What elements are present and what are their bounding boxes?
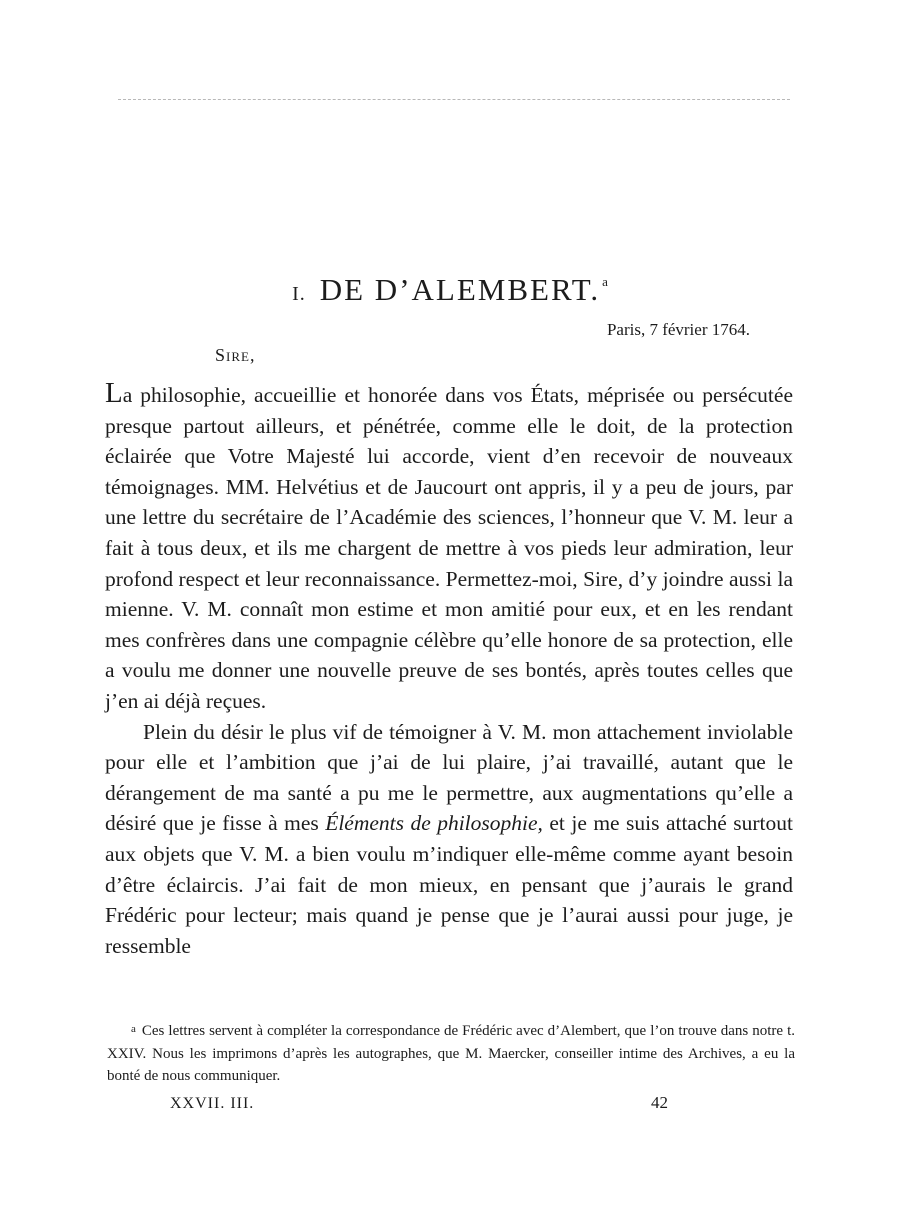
- footnote: [107, 1018, 795, 1088]
- footnote-marker: a: [131, 1023, 136, 1035]
- letter-heading: [0, 262, 900, 314]
- volume-signature: XXVII. III.: [170, 1095, 255, 1112]
- dateline: Paris, 7 février 1764.: [606, 320, 750, 339]
- paragraph-2-text-end: et je me suis attaché surtout aux objets que V. M. a bien voulu m’indiquer elle-même comme ayant besoin d’être éclaircis. J’ai fait de mon mieux, en pensant que j’aurais le grand Frédéric pour lecteur; mais quand je pense que je l’aurai aussi pour juge, je ressemble: [105, 811, 793, 958]
- paragraph-1: La philosophie, accueillie et honorée dans vos États, méprisée ou persécutée presque partout ailleurs, et pénétrée, comme elle le doit, de la protection éclairée que Votre Majesté lui accorde, vient d’en recevoir de nouveaux témoignages. MM. Helvétius et de Jaucourt ont appris, il y a peu de jours, par une lettre du secrétaire de l’Académie des sciences, l’honneur que V. M. leur a fait à tous deux, et ils me chargent de mettre à vos pieds leur admiration, leur profond respect et leur reconnaissance. Permettez-moi, Sire, d’y joindre aussi la mienne. V. M. connaît mon estime et mon amitié pour eux, et en les rendant mes confrères dans une compagnie célèbre qu’elle honore de sa protection, elle a voulu me donner une nouvelle preuve de ses bontés, après toutes celles que j’en ai déjà reçues.: [105, 377, 793, 713]
- work-title: Éléments de philosophie,: [325, 811, 543, 836]
- letter-title: DE D’ALEMBERT.: [319, 272, 601, 307]
- header-rule: [118, 99, 790, 100]
- letter-body: [105, 378, 793, 961]
- salutation: Sire,: [215, 345, 256, 365]
- paragraph-2-text-start: Plein du désir le plus vif de témoigner à V. M. mon attachement inviolable pour elle et l’ambition que j’ai de lui plaire, j’ai travaillé, autant que le dérangement de ma santé a pu me le permettre, aux augmentations qu’elle a désiré que je fisse à mes: [105, 719, 793, 836]
- letter-number: I.: [292, 283, 306, 305]
- heading-footnote-marker: a: [602, 274, 608, 289]
- paragraph-2: [105, 717, 793, 962]
- page-number: 42: [651, 1093, 668, 1112]
- footnote-text: Ces lettres servent à compléter la correspondance de Frédéric avec d’Alembert, que l’on trouve dans notre t. XXIV. Nous les imprimons d’après les autographes, que M. Maercker, conseiller intime des Archives, a eu la bonté de nous communiquer.: [107, 1023, 795, 1084]
